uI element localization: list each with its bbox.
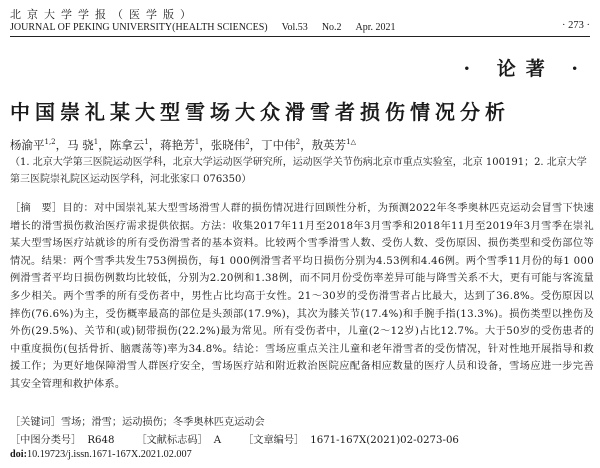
paper-title: 中国崇礼某大型雪场大众滑雪者损伤情况分析 [10, 100, 510, 124]
journal-issue: No.2 [321, 22, 342, 33]
header-rule [10, 36, 590, 37]
doi-line [10, 449, 192, 460]
section-tag: · 论著 · [463, 58, 588, 80]
journal-name-cn: 北京大学学报（医学版） [10, 8, 197, 21]
author-name: 敖英芳 [311, 138, 347, 152]
doc-code-value: A [213, 435, 222, 446]
journal-name-en [10, 22, 396, 33]
author-name: 马 骁 [67, 138, 94, 152]
article-no-value: 1671-167X(2021)02-0273-06 [310, 435, 459, 446]
doi-label: doi: [10, 449, 27, 460]
affiliations: （1. 北京大学第三医院运动医学科，北京大学运动医学研究所，运动医学关节伤病北京市重点实验室，北京 100191；2. 北京大学第三医院崇礼院区运动医学科，河北张家口 076350） [10, 157, 587, 185]
keywords-text: 雪场；滑雪；运动损伤；冬季奥林匹克运动会 [60, 417, 265, 428]
doi-value: 10.19723/j.issn.1671-167X.2021.02.007 [26, 449, 192, 460]
author-affil-marker: 2 [295, 138, 301, 147]
keywords-label: ［关键词］ [10, 417, 61, 428]
author-affil-marker: 2 [245, 138, 250, 147]
clc-value: R648 [87, 435, 115, 446]
journal-volume: Vol.53 [281, 22, 308, 33]
article-no-label: ［文章编号］ [243, 435, 305, 446]
clc-label: ［中图分类号］ [10, 435, 82, 446]
author-affil-marker: 1△ [346, 138, 356, 147]
journal-title-en: JOURNAL OF PEKING UNIVERSITY(HEALTH SCIENCES) [10, 22, 268, 33]
abstract [10, 200, 594, 394]
author-affil-marker: 1,2 [44, 138, 56, 147]
author-list: 杨渝平$^{1,2}$，马 骁$^1$，陈拿云$^1$，蒋艳芳$^1$，张晓伟$^2$，丁中伟$^2$，敖英芳$^{1\triangle}$ [10, 138, 356, 152]
author-name: 蒋艳芳 [160, 138, 195, 152]
journal-date: Apr. 2021 [355, 22, 396, 33]
doc-code-label: ［文献标志码］ [136, 435, 208, 446]
author-affil-marker: 1 [194, 138, 200, 147]
author-name: 杨渝平 [10, 138, 45, 152]
author-name: 丁中伟 [261, 138, 296, 152]
author-affil-marker: 1 [93, 138, 99, 147]
page-number: · 273 · [562, 20, 590, 31]
keywords [10, 413, 265, 428]
author-affil-marker: 1 [144, 138, 149, 147]
abstract-text: 目的：对中国崇礼某大型雪场滑雪人群的损伤情况进行回顾性分析，为预测2022年冬季奥林匹克运动会冒雪下快速增长的滑雪损伤救治医疗需求提供依据。方法：收集2017年11月至2018年3月雪季和2018年11月至2019年3月雪季在崇礼某大型雪场医疗站就诊的所有受伤滑雪者的基本资料。比较两个雪季滑雪人数、受伤人数、受伤原因、损伤类型和受伤部位等情况。结果：两个雪季共发生753例损伤，每1 000例滑雪者平均日损伤分别为4.53例和4.46例。两个雪季11月份的每1 000例滑雪者平均日损伤例数均比较低，分别为2.20例和1.38例，而不同月份受伤率差异可能与降雪关系不大，更有可能与客流量多少相关。两个雪季的所有受伤者中，男性占比均高于女性。21～30岁的受伤滑雪者占比最大，达到了36.8%。受伤原因以摔伤(76.6%)为主，受伤概率最高的部位是头颈部(17.9%)，其次为膝关节(17.4%)和手腕手指(13.3%)。损伤类型以挫伤及外伤(29.5%)、关节和(或)韧带损伤(22.2%)最为常见。所有受伤者中，儿童(2～12岁)占比12.7%。大于50岁的受伤患者的中重度损伤(包括骨折、脑震荡等)率为34.8%。结论：雪场应重点关注儿童和老年滑雪者的受伤情况，针对性地开展指导和救援工作；为更好地保障滑雪人群医疗安全，雪场医疗站和附近救治医院应配备相应数量的医疗人员和设备，雪场应进一步完善其安全管理和救护体系。 [10, 203, 595, 390]
author-name: 陈拿云 [109, 138, 145, 152]
classification-line [10, 431, 459, 446]
author-name: 张晓伟 [210, 138, 246, 152]
abstract-label: ［摘 要］ [10, 203, 63, 214]
